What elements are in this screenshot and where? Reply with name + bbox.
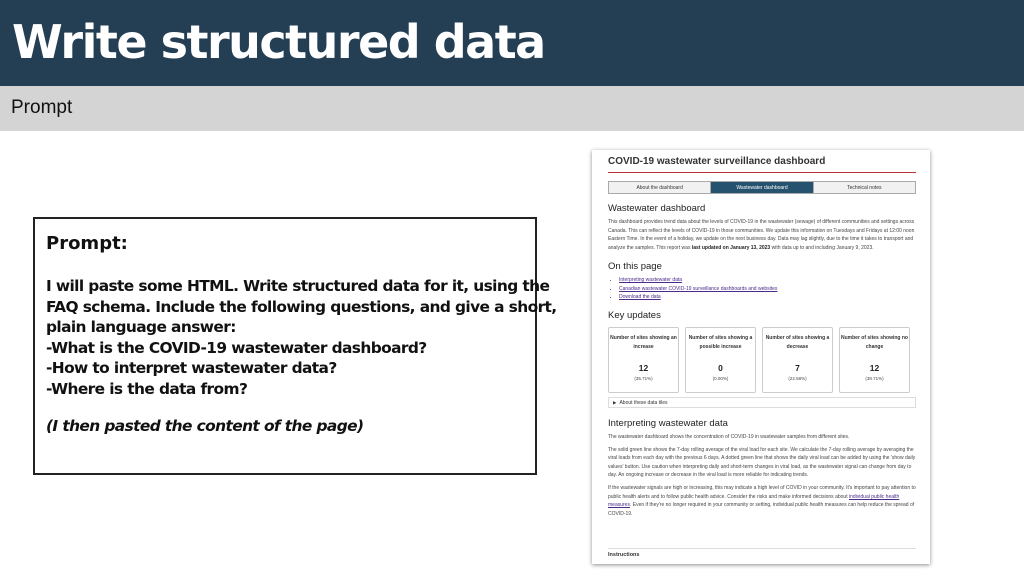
data-tiles-details-toggle[interactable] xyxy=(608,397,916,408)
dashboard-page-title: COVID-19 wastewater surveillance dashboard xyxy=(608,156,916,173)
key-updates-heading: Key updates xyxy=(608,309,661,321)
tab-wastewater-dashboard[interactable]: Wastewater dashboard xyxy=(710,182,812,193)
card-increase xyxy=(608,327,679,393)
caret-right-icon: ▶ xyxy=(613,399,617,405)
slide-title-bar xyxy=(0,0,1024,86)
prompt-question: -Where is the data from? xyxy=(46,379,248,398)
slide-title: Write structured data xyxy=(12,15,545,69)
slide-subtitle: Prompt xyxy=(11,97,73,118)
dashboard-screenshot xyxy=(592,150,930,564)
dashboard-intro-text xyxy=(608,218,916,252)
card-value: 7 xyxy=(795,362,800,373)
interpreting-heading: Interpreting wastewater data xyxy=(608,417,728,429)
slide-subtitle-bar xyxy=(0,86,1024,131)
tab-about-dashboard[interactable]: About the dashboard xyxy=(609,182,710,193)
wastewater-dashboard-heading: Wastewater dashboard xyxy=(608,203,706,214)
card-label: Number of sites showing a decrease xyxy=(765,334,830,350)
card-label: Number of sites showing an increase xyxy=(610,334,677,350)
dashboard-tabs xyxy=(608,181,916,194)
link-public-health-measures[interactable]: individual public health measures xyxy=(608,493,900,509)
prompt-question: -How to interpret wastewater data? xyxy=(46,359,337,377)
last-updated-text: last updated on January 13, 2023 xyxy=(691,244,771,251)
card-percent: (0.00%) xyxy=(712,375,729,381)
tab-technical-notes[interactable]: Technical notes xyxy=(813,182,915,193)
card-decrease xyxy=(762,327,833,393)
instructions-heading: Instructions xyxy=(608,548,916,558)
card-label: Number of sites showing no change xyxy=(841,334,908,350)
link-interpreting-data[interactable]: • Interpreting wastewater data xyxy=(619,276,916,284)
card-value: 0 xyxy=(718,362,723,373)
on-this-page-heading: On this page xyxy=(608,261,662,273)
on-this-page-links xyxy=(608,276,916,301)
details-label: About these data tiles xyxy=(619,399,668,406)
interpreting-para-2: The solid green line shows the 7-day rolling average of the viral load for each site. We calculate the 7-day rolling average by averaging the viral loads from each day with the previous 6 days. A dotted green line that shows the daily viral load can be added by using the 'show daily values' button. Use caution when interpreting daily and short-term changes in viral load, as the wastewater signal can change from day to day. An ongoing increase or decrease in the viral load is more reliable for indicating trends. xyxy=(608,446,916,479)
key-update-cards xyxy=(608,327,916,393)
prompt-heading: Prompt: xyxy=(46,233,128,254)
intro-text-end: with data up to and including January 9, 2023. xyxy=(770,244,874,251)
link-download-data[interactable]: • Download the data xyxy=(619,293,916,301)
prompt-line: plain language answer: xyxy=(46,318,236,336)
card-no-change xyxy=(839,327,910,393)
intro-text-start: This dashboard provides trend data about the levels of COVID-19 in the wastewater (sewage) of different communities and settings across Canada. This can reflect the levels of COVID-19 in those communities. We update this information on Tuesdays and Fridays at 12:00 noon Eastern Time. In the event of a holiday, we update on the next business day. Data may lag slightly, due to the time it takes to transport and analyze the samples. This report was xyxy=(608,219,915,251)
para3-end: . Even if they're no longer required in your community or setting, individual public health measures can help reduce the spread of COVID-19. xyxy=(608,502,915,517)
card-percent: (38.71%) xyxy=(865,375,884,381)
prompt-note: (I then pasted the content of the page) xyxy=(46,417,364,435)
card-label: Number of sites showing a possible increase xyxy=(688,334,753,350)
link-canadian-dashboards[interactable]: • Canadian wastewater COVID-19 surveillance dashboards and websites xyxy=(619,285,916,293)
card-percent: (22.58%) xyxy=(788,375,807,381)
prompt-box xyxy=(33,217,557,475)
card-value: 12 xyxy=(638,362,649,373)
interpreting-para-1: The wastewater dashboard shows the concentration of COVID-19 in wastewater samples from different sites. xyxy=(608,433,850,440)
card-possible-increase xyxy=(685,327,756,393)
prompt-line: FAQ schema. Include the following questions, and give a short, xyxy=(46,297,557,316)
prompt-line: I will paste some HTML. Write structured data for it, using the xyxy=(46,277,550,295)
prompt-question: -What is the COVID-19 wastewater dashboard? xyxy=(46,338,427,357)
interpreting-para-3 xyxy=(608,484,916,518)
card-percent: (35.71%) xyxy=(634,375,653,381)
para3-start: If the wastewater signals are high or increasing, this may indicate a high level of COVID in your community. It's important to pay attention to public health alerts and to follow public health advice. Consider the risks and make informed decisions about xyxy=(608,484,916,500)
card-value: 12 xyxy=(869,362,880,373)
